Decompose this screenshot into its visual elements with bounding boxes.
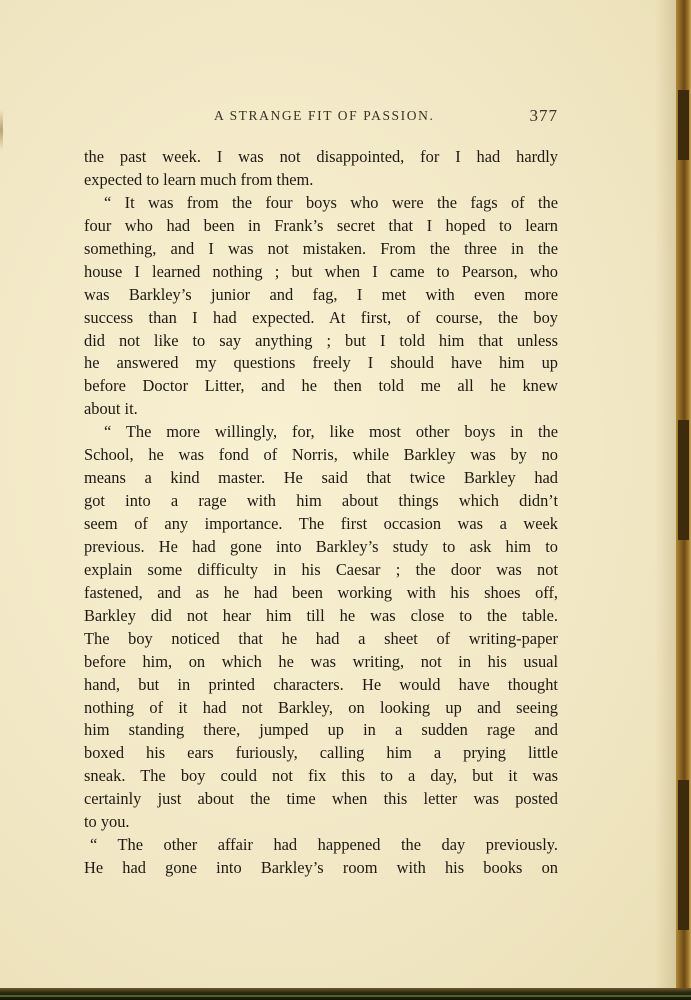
text-line: got into a rage with him about things which didn’t bbox=[84, 491, 558, 511]
running-title: A STRANGE FIT OF PASSION. bbox=[214, 108, 435, 123]
text-line: success than I had expected. At first, of course, the boy bbox=[84, 307, 558, 327]
book-spine-edge bbox=[676, 0, 691, 1000]
text-line: Barkley did not hear him till he was close to the table. bbox=[84, 605, 558, 625]
text-line: School, he was fond of Norris, while Barkley was by no bbox=[84, 445, 558, 465]
text-line: before Doctor Litter, and he then told me all he knew bbox=[84, 376, 558, 396]
text-line: hand, but in printed characters. He would have thought bbox=[84, 674, 558, 694]
text-line: sneak. The boy could not fix this to a day, but it was bbox=[84, 766, 558, 786]
text-line: means a kind master. He said that twice Barkley had bbox=[84, 468, 558, 488]
text-line: to you. bbox=[84, 812, 130, 832]
text-line: nothing of it had not Barkley, on looking up and seeing bbox=[84, 697, 558, 717]
spine-band bbox=[678, 90, 689, 160]
text-line: explain some difficulty in his Caesar ; the door was not bbox=[84, 559, 558, 579]
text-line: expected to learn much from them. bbox=[84, 169, 314, 189]
spine-band bbox=[678, 780, 689, 930]
page-edge-shadow bbox=[655, 0, 676, 988]
text-line: “ It was from the four boys who were the fags of the bbox=[104, 192, 558, 212]
body-text bbox=[84, 146, 558, 880]
text-line: something, and I was not mistaken. From the three in the bbox=[84, 238, 558, 258]
page-number: 377 bbox=[529, 106, 558, 125]
text-line: did not like to say anything ; but I told him that unless bbox=[84, 330, 558, 350]
text-line: “ The other affair had happened the day previously. bbox=[90, 835, 558, 855]
text-line: “ The more willingly, for, like most other boys in the bbox=[104, 422, 558, 442]
text-line: certainly just about the time when this letter was posted bbox=[84, 789, 558, 809]
text-line: the past week. I was not disappointed, for I had hardly bbox=[84, 147, 558, 166]
text-line: he answered my questions freely I should have him up bbox=[84, 353, 558, 373]
text-line: house I learned nothing ; but when I came to Pearson, who bbox=[84, 261, 558, 281]
text-line: previous. He had gone into Barkley’s study to ask him to bbox=[84, 536, 558, 556]
text-line: boxed his ears furiously, calling him a prying little bbox=[84, 743, 558, 763]
text-line: He had gone into Barkley’s room with his books on bbox=[84, 858, 558, 878]
book-bottom-edge bbox=[0, 988, 691, 1000]
text-line: about it. bbox=[84, 399, 138, 419]
text-line: was Barkley’s junior and fag, I met with even more bbox=[84, 284, 558, 304]
running-head bbox=[84, 108, 558, 128]
text-line: fastened, and as he had been working with his shoes off, bbox=[84, 582, 558, 602]
text-line: four who had been in Frank’s secret that I hoped to learn bbox=[84, 215, 558, 235]
text-line: The boy noticed that he had a sheet of writing-paper bbox=[84, 628, 558, 648]
cover-edge-stripe bbox=[0, 995, 691, 997]
spine-band bbox=[678, 420, 689, 540]
page-stain bbox=[0, 110, 3, 150]
text-line: him standing there, jumped up in a sudden rage and bbox=[84, 720, 558, 740]
text-line: before him, on which he was writing, not in his usual bbox=[84, 651, 558, 671]
text-line: seem of any importance. The first occasion was a week bbox=[84, 514, 558, 533]
